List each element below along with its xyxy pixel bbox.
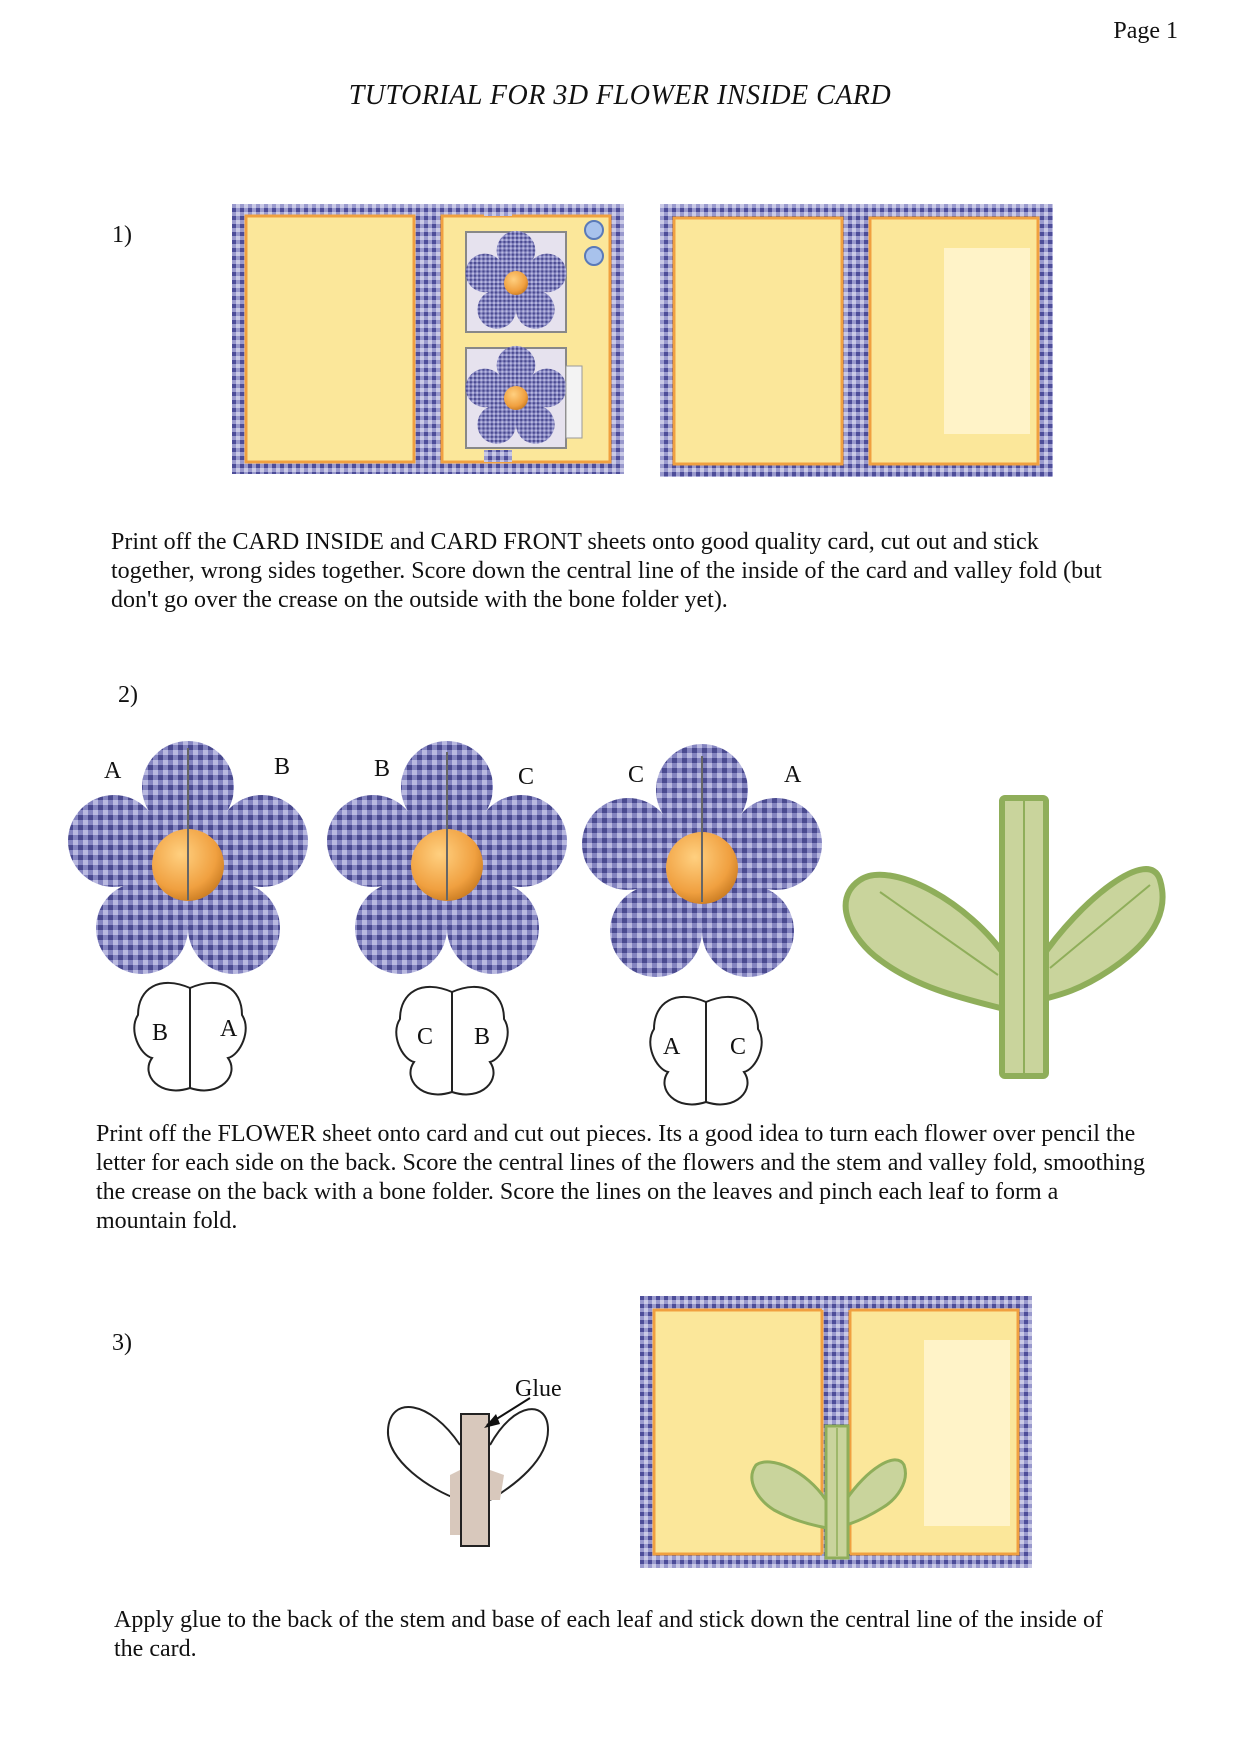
finished-card-image xyxy=(640,1296,1032,1568)
flower-back-3-right-letter: C xyxy=(730,1034,747,1060)
step-1-text: Print off the CARD INSIDE and CARD FRONT sheets onto good quality card, cut out and stick together, wrong sides together. Score down the central line of the inside of the card and valley fold (but don't go over the crease on the outside with the bone folder yet). xyxy=(111,529,1102,613)
glue-label: Glue xyxy=(515,1376,562,1402)
flower-back-3-left-letter: A xyxy=(663,1034,681,1060)
stem-leaves-image xyxy=(846,798,1163,1076)
page-number: Page 1 xyxy=(1113,18,1178,44)
step-3-text: Apply glue to the back of the stem and base of each leaf and stick down the central line of the inside of the card. xyxy=(114,1607,1104,1662)
page-title: TUTORIAL FOR 3D FLOWER INSIDE CARD xyxy=(348,80,892,111)
card-front-image xyxy=(660,204,1053,477)
flower-back-2-left-letter: C xyxy=(417,1024,434,1050)
flower-3-right-letter: A xyxy=(784,762,802,788)
glue-diagram xyxy=(388,1398,548,1546)
card-inside-image xyxy=(232,204,624,474)
flower-3-left-letter: C xyxy=(628,762,645,788)
flower-back-2 xyxy=(396,987,507,1095)
flower-back-1-right-letter: A xyxy=(220,1016,238,1042)
flower-1-right-letter: B xyxy=(274,754,291,780)
flower-back-1-left-letter: B xyxy=(152,1020,169,1046)
step-1-number: 1) xyxy=(112,222,132,248)
step-3-number: 3) xyxy=(112,1330,132,1356)
flower-1-left-letter: A xyxy=(104,758,122,784)
flower-2-right-letter: C xyxy=(518,764,535,790)
step-2-text: Print off the FLOWER sheet onto card and cut out pieces. Its a good idea to turn each flower over pencil the letter for each side on the back. Score the central lines of the flowers and the stem and valley fold, smoothing the crease on the back with a bone folder. Score the lines on the leaves and pinch each leaf to form a mountain fold. xyxy=(96,1121,1145,1234)
step-2-number: 2) xyxy=(118,682,138,708)
flower-2-left-letter: B xyxy=(374,756,391,782)
flower-back-2-right-letter: B xyxy=(474,1024,491,1050)
